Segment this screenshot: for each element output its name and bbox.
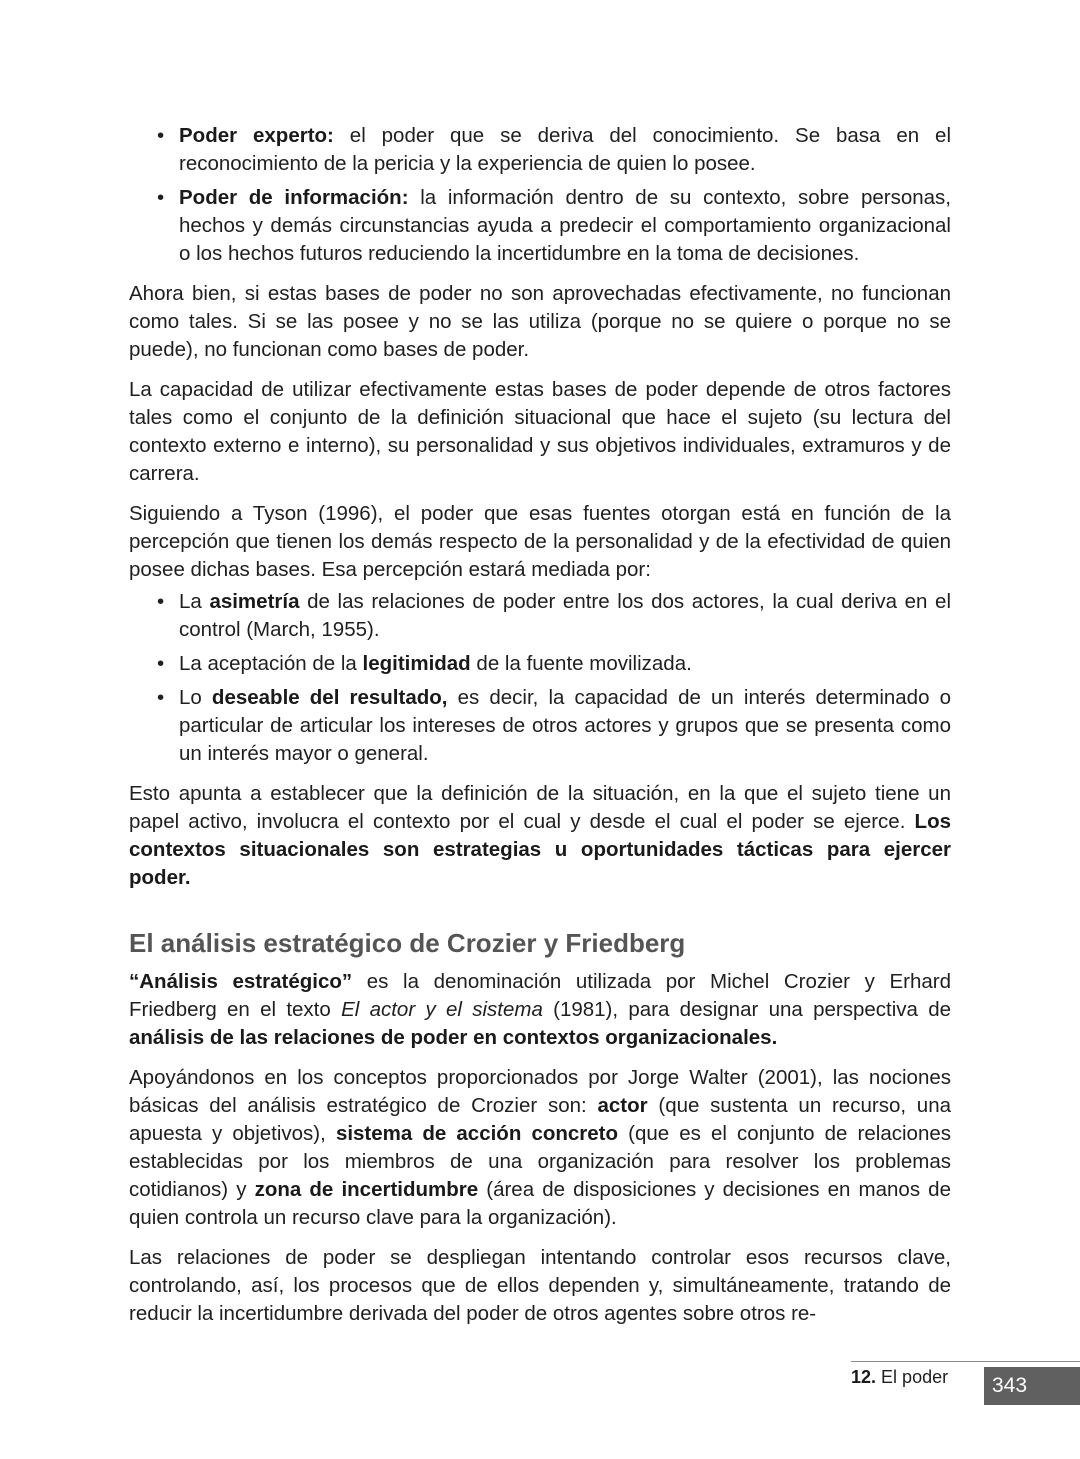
section-heading: El análisis estratégico de Crozier y Friedberg — [129, 928, 686, 958]
paragraph-2: La capacidad de utilizar efectivamente estas bases de poder depende de otros factores tales como el conjunto de la definición situacional que hace el sujeto (su lectura del contexto externo e interno), su personalidad y sus objetivos individuales, extramuros y de carrera. — [129, 378, 951, 485]
list-item: • La aceptación de la legitimidad de la fuente movilizada. — [129, 650, 951, 678]
paragraph-7: Las relaciones de poder se despliegan intentando controlar esos recursos clave, controlando, así, los procesos que de ellos dependen y, simultáneamente, tratando de reducir la incertidumbre derivada del poder de otros agentes sobre otros re- — [129, 1246, 951, 1325]
paragraph-1: Ahora bien, si estas bases de poder no son aprovechadas efectivamente, no funcionan como tales. Si se las posee y no se las utiliza (porque no se quiere o porque no se puede), no funcionan como bases de poder. — [129, 282, 951, 361]
paragraph-6: Apoyándonos en los conceptos proporcionados por Jorge Walter (2001), las nociones básicas del análisis estratégico de Crozier son: actor (que sustenta un recurso, una apuesta y objetivos), sistema de acción concreto (que es el conjunto de relaciones establecidas por los miembros de una organización para resolver los problemas cotidianos) y zona de incertidumbre (área de disposiciones y decisiones en manos de quien controla un recurso clave para la organización). — [129, 1066, 952, 1229]
paragraph-5: “Análisis estratégico” es la denominación utilizada por Michel Crozier y Erhard Friedberg en el texto El actor y el sistema (1981), para designar una perspectiva de análisis de las relaciones de poder en contextos organizacionales. — [129, 970, 951, 1049]
list-item: • Poder experto: el poder que se deriva del conocimiento. Se basa en el reconocimiento de la pericia y la experiencia de quien lo posee. — [157, 124, 952, 175]
paragraph-3: Siguiendo a Tyson (1996), el poder que esas fuentes otorgan está en función de la percepción que tienen los demás respecto de la personalidad y de la efectividad de quien posee dichas bases. Esa percepción estará mediada por: — [129, 502, 951, 581]
list-item: • La asimetría de las relaciones de poder entre los dos actores, la cual deriva en el control (March, 1955). — [157, 590, 952, 641]
perception-list — [129, 588, 951, 768]
page-body — [129, 122, 951, 1340]
bullet-icon: • — [157, 686, 165, 709]
bullet-icon: • — [157, 186, 165, 209]
chapter-label: 12. El poder — [851, 1367, 949, 1387]
list-item: • Lo deseable del resultado, es decir, la capacidad de un interés determinado o particular de articular los intereses de otros actores y grupos que se presenta como un interés mayor o general. — [157, 686, 951, 765]
bullet-icon: • — [157, 590, 165, 613]
power-bases-list — [129, 122, 951, 268]
paragraph-4: Esto apunta a establecer que la definición de la situación, en la que el sujeto tiene un papel activo, involucra el contexto por el cual y desde el cual el poder se ejerce. Los contextos situacionales son estrategias u oportunidades tácticas para ejercer poder. — [129, 782, 951, 889]
bullet-icon: • — [157, 124, 165, 147]
footer-divider — [851, 1361, 1080, 1362]
list-item: • Poder de información: la información dentro de su contexto, sobre personas, hechos y demás circunstancias ayuda a predecir el comportamiento organizacional o los hechos futuros reduciendo la incertidumbre en la toma de decisiones. — [157, 186, 951, 265]
page-number: 343 — [984, 1367, 1080, 1405]
bullet-icon: • — [157, 652, 165, 675]
